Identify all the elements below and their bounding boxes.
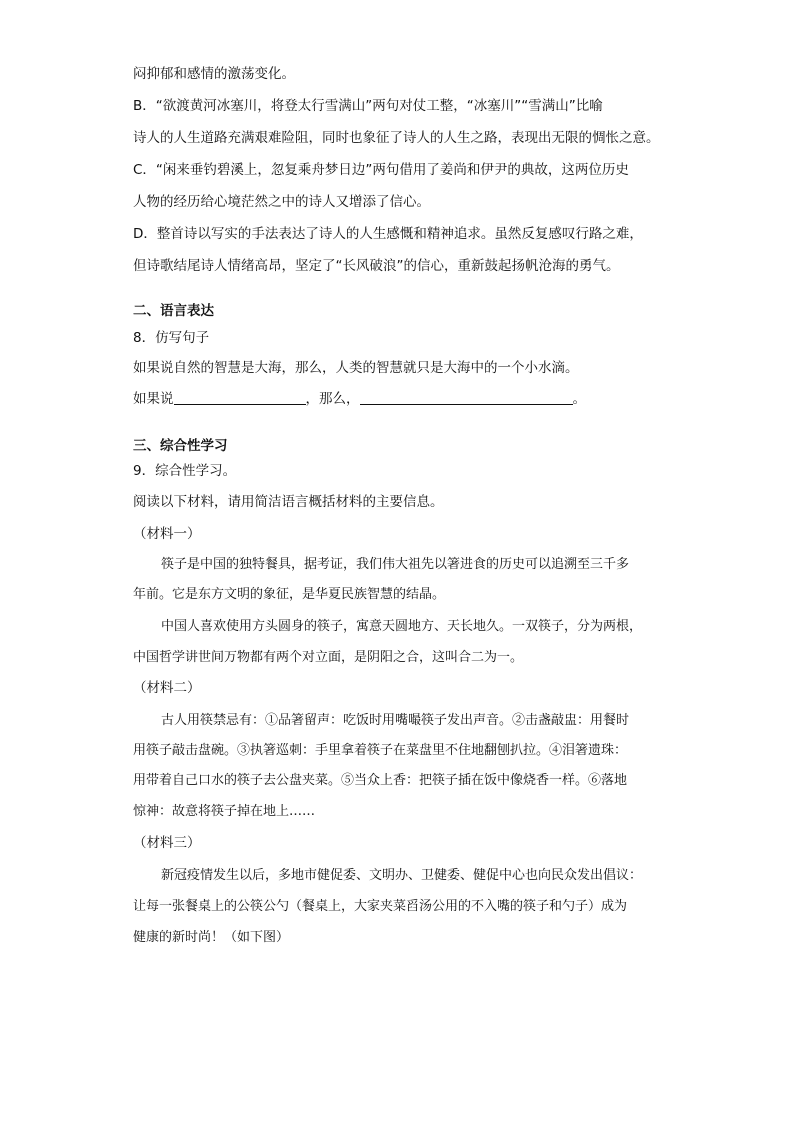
q7-option-a-tail: 闷抑郁和感情的激荡变化。 [133, 66, 295, 82]
material-1-p1-line-1: 筷子是中国的独特餐具，据考证，我们伟大祖先以箸进食的历史可以追溯至三千多 [161, 557, 630, 572]
q8-blank-2[interactable] [360, 390, 573, 405]
material-3-line-2: 让每一张餐桌上的公筷公勺（餐桌上，大家夹菜舀汤公用的不入嘴的筷子和勺子）成为 [133, 899, 628, 914]
q7-option-c-line-2: 人物的经历给心境茫然之中的诗人又增添了信心。 [133, 194, 430, 210]
q8-answer-end: 。 [572, 391, 586, 407]
material-2-line-2: 用筷子敲击盘碗。③执箸巡刺：手里拿着筷子在菜盘里不住地翻刨扒拉。④泪箸遗珠： [133, 743, 628, 758]
q8-answer-line [133, 389, 586, 409]
q7-option-d-line-2: 但诗歌结尾诗人情绪高昂，坚定了“长风破浪”的信心，重新鼓起扬帆沧海的勇气。 [133, 258, 620, 274]
q9-instruction: 阅读以下材料，请用简洁语言概括材料的主要信息。 [133, 494, 444, 510]
q7-option-b-line-1: B．“欲渡黄河冰塞川，将登太行雪满山”两句对仗工整，“冰塞川”“雪满山”比喻 [133, 98, 603, 114]
material-2-line-3: 用带着自己口水的筷子去公盘夹菜。⑤当众上香：把筷子插在饭中像烧香一样。⑥落地 [133, 773, 628, 788]
material-2-line-4: 惊神：故意将筷子掉在地上…… [133, 804, 316, 819]
material-1-p2-line-1: 中国人喜欢使用方头圆身的筷子，寓意天圆地方、天长地久。一双筷子，分为两根， [161, 619, 643, 634]
material-2-label: （材料二） [133, 680, 201, 696]
material-3-line-1: 新冠疫情发生以后，多地市健促委、文明办、卫健委、健促中心也向民众发出倡议： [161, 868, 643, 883]
section-3-title: 三、综合性学习 [133, 438, 228, 454]
q8-title: 8．仿写句子 [133, 330, 210, 346]
q8-example-sentence: 如果说自然的智慧是大海，那么，人类的智慧就只是大海中的一个小水滴。 [133, 360, 579, 376]
q8-answer-mid: ，那么， [305, 391, 360, 407]
q7-option-c-line-1: C．“闲来垂钓碧溪上，忽复乘舟梦日边”两句借用了姜尚和伊尹的典故，这两位历史 [133, 162, 629, 178]
material-3-line-3: 健康的新时尚！（如下图） [133, 930, 290, 945]
q7-option-d-line-1: D．整首诗以写实的手法表达了诗人的人生感慨和精神追求。虽然反复感叹行路之难， [133, 226, 643, 242]
material-2-line-1: 古人用筷禁忌有：①品箸留声：吃饭时用嘴嘬筷子发出声音。②击盏敲盅：用餐时 [161, 713, 630, 728]
q8-blank-1[interactable] [174, 390, 306, 405]
material-1-p1-line-2: 年前。它是东方文明的象征，是华夏民族智慧的结晶。 [133, 587, 446, 602]
q8-answer-prefix: 如果说 [133, 391, 174, 407]
material-1-p2-line-2: 中国哲学讲世间万物都有两个对立面，是阴阳之合，这叫合二为一。 [133, 650, 524, 665]
section-2-title: 二、语言表达 [133, 303, 214, 319]
material-3-label: （材料三） [133, 835, 201, 851]
material-1-label: （材料一） [133, 526, 201, 542]
q9-title: 9．综合性学习。 [133, 463, 237, 479]
q7-option-b-line-2: 诗人的人生道路充满艰难险阻，同时也象征了诗人的人生之路，表现出无限的惆怅之意。 [133, 130, 660, 146]
